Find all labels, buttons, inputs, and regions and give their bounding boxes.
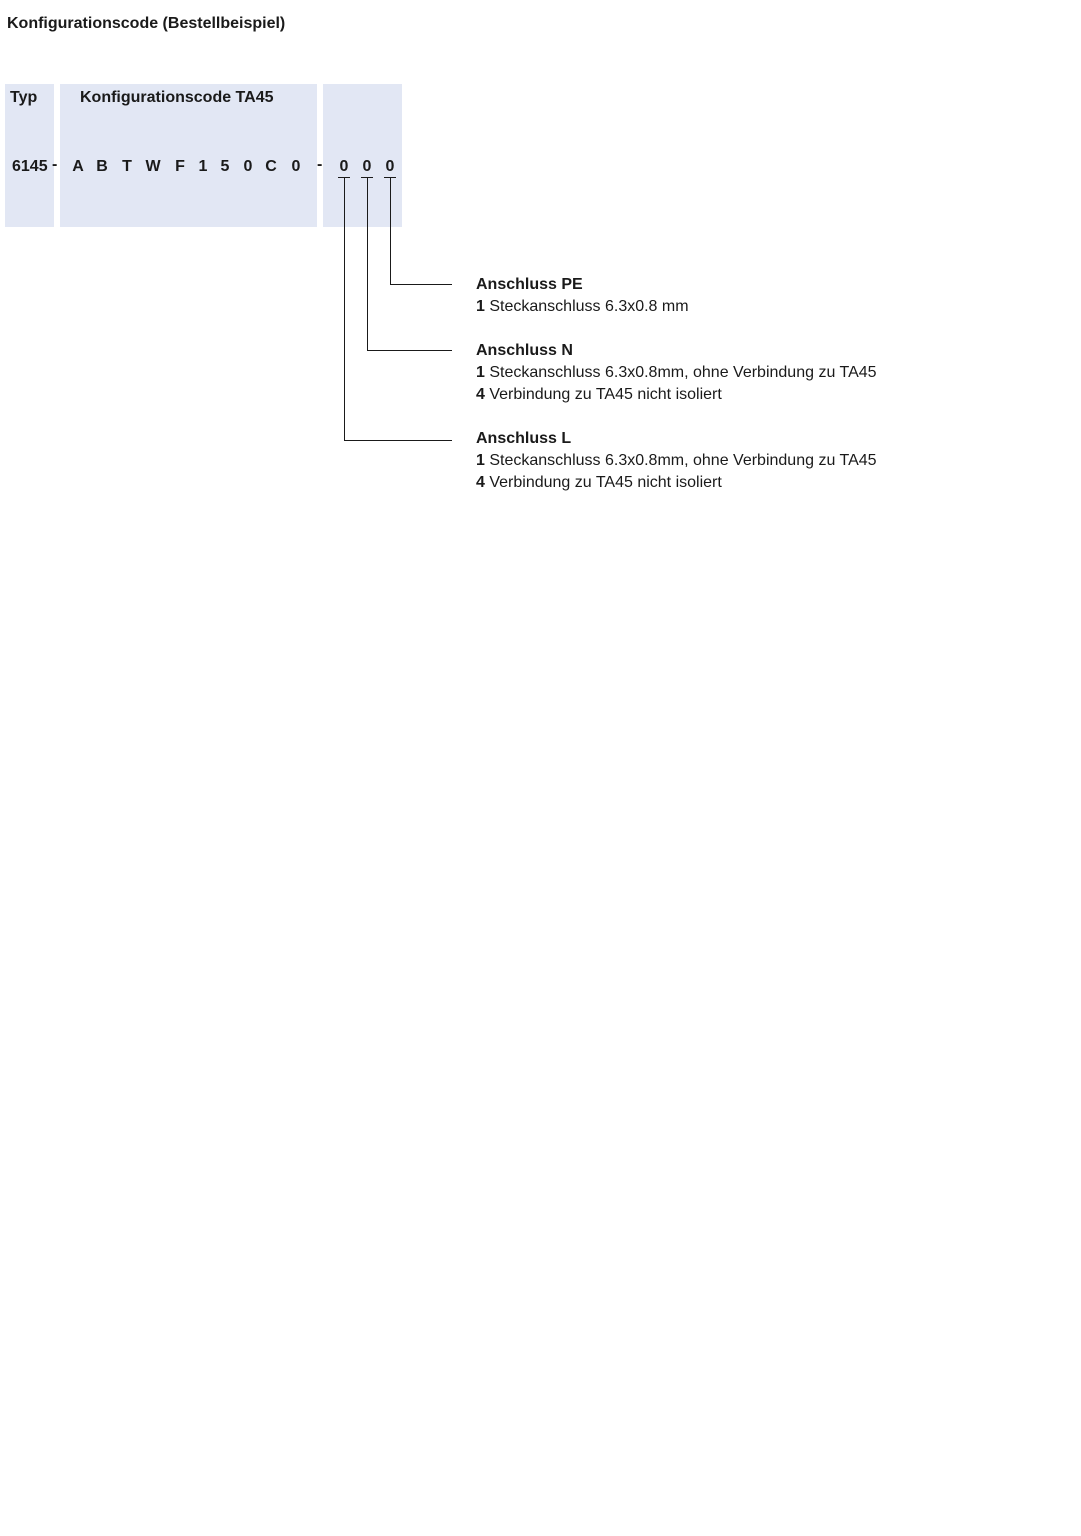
- typ-value: 6145: [12, 158, 48, 175]
- option-code: 1: [476, 452, 485, 469]
- code-char: C: [265, 158, 277, 175]
- code-separator: -: [317, 156, 323, 173]
- code-char: 5: [220, 158, 230, 175]
- legend-anschluss-l: [476, 428, 877, 494]
- option-text: Verbindung zu TA45 nicht isoliert: [489, 386, 722, 403]
- legend-title: Anschluss N: [476, 342, 573, 359]
- option-text: Steckanschluss 6.3x0.8mm, ohne Verbindung zu TA45: [489, 452, 877, 469]
- code-char: 0: [243, 158, 253, 175]
- legend-anschluss-n: [476, 340, 877, 406]
- code-char: 0: [291, 158, 301, 175]
- code-char: T: [122, 158, 132, 175]
- typ-header: Typ: [10, 89, 38, 106]
- legend-title: Anschluss L: [476, 430, 572, 447]
- code-char: B: [96, 158, 108, 175]
- code-char: A: [72, 158, 84, 175]
- option-char-l: 0: [339, 158, 349, 175]
- option-char-pe: 0: [385, 158, 395, 175]
- leader-pe-horizontal: [390, 284, 452, 285]
- option-text: Verbindung zu TA45 nicht isoliert: [489, 474, 722, 491]
- option-char-n: 0: [362, 158, 372, 175]
- legend-title: Anschluss PE: [476, 276, 583, 293]
- config-code-header: Konfigurationscode TA45: [80, 89, 274, 106]
- option-text: Steckanschluss 6.3x0.8mm, ohne Verbindung zu TA45: [489, 364, 877, 381]
- option-code: 4: [476, 386, 485, 403]
- leader-l-horizontal: [344, 440, 452, 441]
- legend-option: [476, 362, 877, 384]
- legend-option: [476, 472, 877, 494]
- page-title: Konfigurationscode (Bestellbeispiel): [7, 15, 286, 32]
- leader-l-vertical: [344, 177, 345, 440]
- option-code: 1: [476, 364, 485, 381]
- legend-anschluss-pe: [476, 274, 689, 318]
- code-separator: -: [52, 156, 58, 173]
- code-char: 1: [198, 158, 208, 175]
- option-code: 4: [476, 474, 485, 491]
- legend-option: [476, 296, 689, 318]
- leader-n-horizontal: [367, 350, 452, 351]
- legend-option: [476, 450, 877, 472]
- option-code: 1: [476, 298, 485, 315]
- code-char: W: [145, 158, 161, 175]
- option-text: Steckanschluss 6.3x0.8 mm: [489, 298, 689, 315]
- code-char: F: [175, 158, 185, 175]
- leader-pe-vertical: [390, 177, 391, 284]
- legend-option: [476, 384, 877, 406]
- leader-n-vertical: [367, 177, 368, 350]
